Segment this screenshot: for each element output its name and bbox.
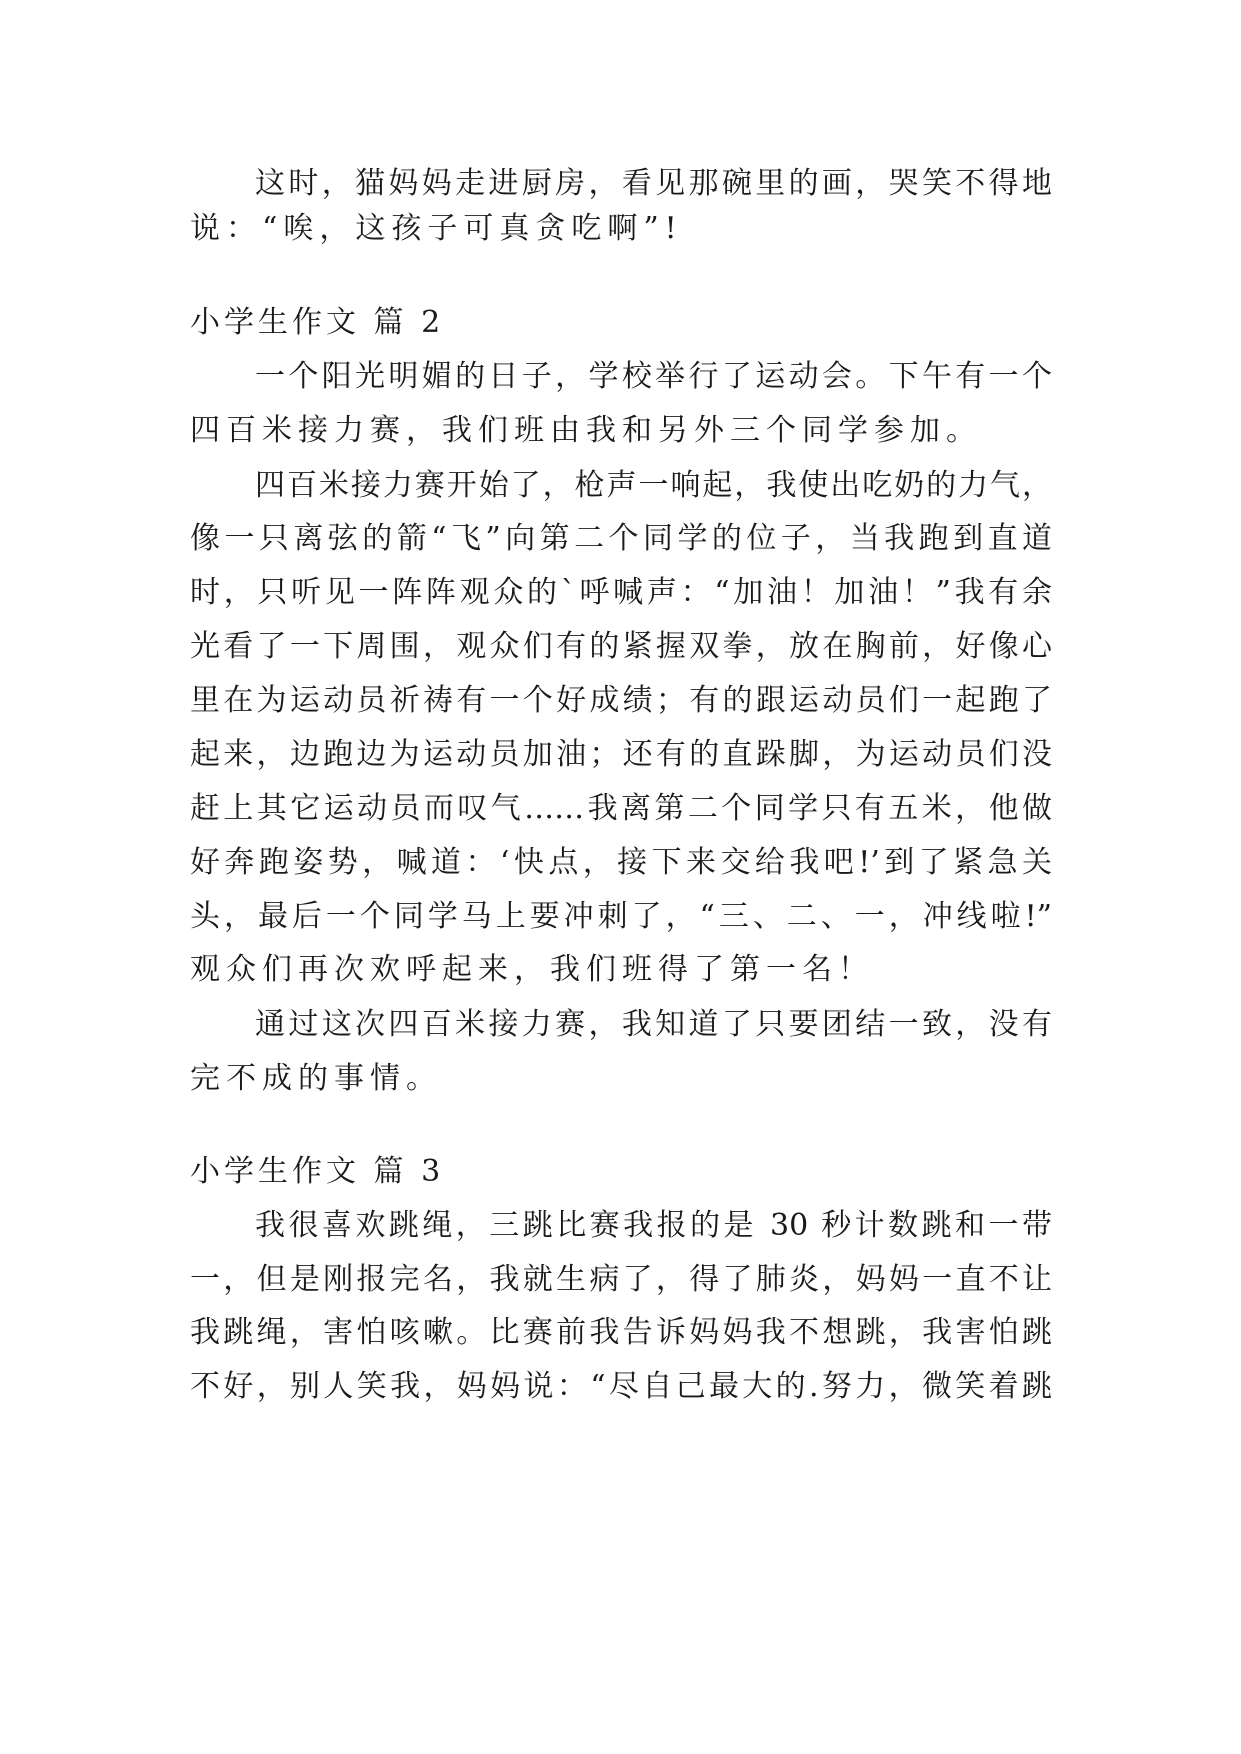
paragraph-line: 光看了一下周围，观众们有的紧握双拳，放在胸前，好像心 <box>190 629 1052 664</box>
paragraph-line: 时，只听见一阵阵观众的`呼喊声：“加油！加油！”我有余 <box>190 575 1052 610</box>
paragraph-line: 一，但是刚报完名，我就生病了，得了肺炎，妈妈一直不让 <box>190 1262 1052 1297</box>
paragraph-line: 四百米接力赛，我们班由我和另外三个同学参加。 <box>190 413 982 448</box>
section-heading: 小学生作文 篇 3 <box>190 1154 445 1189</box>
paragraph-line: 起来，边跑边为运动员加油；还有的直跺脚，为运动员们没 <box>190 737 1052 772</box>
paragraph-line: 里在为运动员祈祷有一个好成绩；有的跟运动员们一起跑了 <box>190 683 1052 718</box>
paragraph-line: 四百米接力赛开始了，枪声一响起，我使出吃奶的力气， <box>255 468 1052 503</box>
paragraph-line: 不好，别人笑我，妈妈说：“尽自己最大的.努力，微笑着跳 <box>190 1369 1052 1404</box>
paragraph-line: 完不成的事情。 <box>190 1061 442 1096</box>
paragraph-line: 头，最后一个同学马上要冲刺了，“三、二、一，冲线啦!” <box>190 899 1052 934</box>
paragraph-line: 说：“唉，这孩子可真贪吃啊”! <box>190 211 683 246</box>
paragraph-line: 一个阳光明媚的日子，学校举行了运动会。下午有一个 <box>255 359 1052 394</box>
paragraph-line: 我很喜欢跳绳，三跳比赛我报的是 30 秒计数跳和一带 <box>255 1208 1052 1243</box>
paragraph-line: 这时，猫妈妈走进厨房，看见那碗里的画，哭笑不得地 <box>255 166 1052 201</box>
paragraph-line: 赶上其它运动员而叹气……我离第二个同学只有五米，他做 <box>190 791 1052 826</box>
paragraph-line: 通过这次四百米接力赛，我知道了只要团结一致，没有 <box>255 1007 1052 1042</box>
paragraph-line: 好奔跑姿势，喊道：‘快点，接下来交给我吧!’到了紧急关 <box>190 845 1052 880</box>
paragraph-line: 观众们再次欢呼起来，我们班得了第一名！ <box>190 952 874 987</box>
paragraph-line: 像一只离弦的箭“飞”向第二个同学的位子，当我跑到直道 <box>190 521 1052 556</box>
section-heading: 小学生作文 篇 2 <box>190 305 445 340</box>
paragraph-line: 我跳绳，害怕咳嗽。比赛前我告诉妈妈我不想跳，我害怕跳 <box>190 1315 1052 1350</box>
